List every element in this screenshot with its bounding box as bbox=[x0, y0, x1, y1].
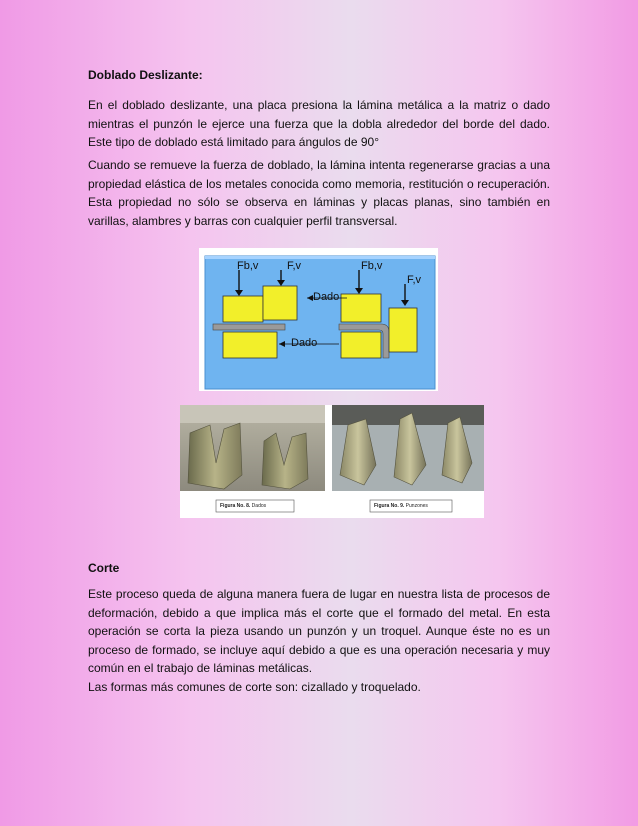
right-punch bbox=[389, 308, 417, 352]
label-dado-bottom: Dado bbox=[291, 337, 318, 349]
figure-8-caption: Figura No. 8. Dados bbox=[220, 503, 267, 509]
label-f-left: F,v bbox=[287, 260, 302, 272]
left-pressure-pad bbox=[223, 296, 263, 322]
left-punch bbox=[263, 286, 297, 320]
label-f-right: F,v bbox=[407, 274, 422, 286]
dies-punches-photo bbox=[180, 405, 484, 518]
bending-diagram bbox=[199, 248, 438, 391]
left-sheet bbox=[213, 324, 285, 330]
heading-corte: Corte bbox=[88, 561, 120, 575]
heading-doblado-deslizante: Doblado Deslizante: bbox=[88, 68, 203, 82]
label-fb-left: Fb,v bbox=[237, 260, 259, 272]
left-die bbox=[223, 332, 277, 358]
paragraph-corte-2: Las formas más comunes de corte son: cizallado y troquelado. bbox=[88, 680, 421, 694]
figure-9-caption: Figura No. 9. Punzones bbox=[374, 503, 428, 509]
paragraph-doblado-2: Cuando se remueve la fuerza de doblado, la lámina intenta regenerarse gracias a una propiedad elástica de los metales conocida como memoria, restitución o recuperación. Esta propiedad no sólo se observa en láminas y placas planas, sino también en varillas, alambres y barras con cualquier perfil transversal. bbox=[88, 158, 550, 228]
right-die bbox=[341, 332, 381, 358]
paragraph-doblado-1: En el doblado deslizante, una placa presiona la lámina metálica a la matriz o dado mientras el punzón le ejerce una fuerza que la dobla alrededor del borde del dado. Este tipo de doblado está limitado para ángulos de 90° bbox=[88, 98, 550, 150]
label-fb-right: Fb,v bbox=[361, 260, 383, 272]
dies-punches-svg bbox=[180, 405, 484, 518]
bending-diagram-svg bbox=[199, 248, 438, 391]
paragraph-corte-1: Este proceso queda de alguna manera fuera de lugar en nuestra lista de procesos de deformación, debido a que implica más el corte que el formado del metal. En esta operación se corta la pieza usando un punzón y un troquel. Aunque éste no es un proceso de formado, se incluye aquí debido a que es una operación necesaria y muy común en el trabajo de láminas metálicas. bbox=[88, 587, 550, 676]
label-dado-top: Dado bbox=[313, 291, 340, 303]
